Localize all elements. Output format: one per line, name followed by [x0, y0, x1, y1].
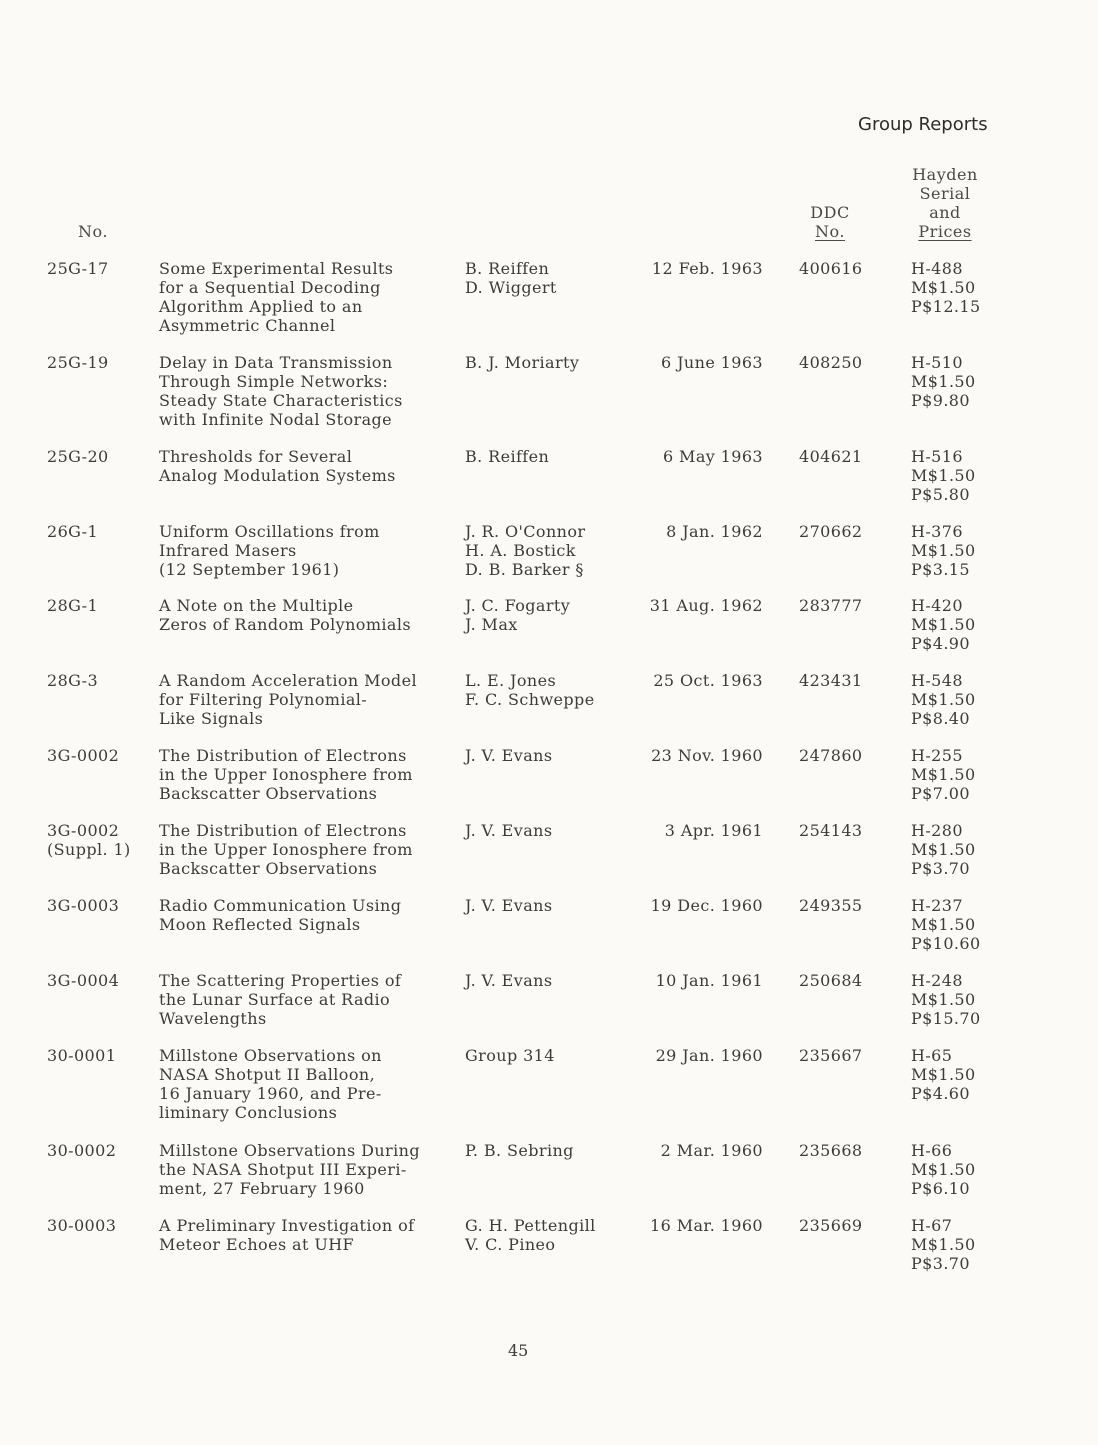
report-date: 8 Jan. 1962: [666, 522, 763, 541]
report-title: Uniform Oscillations from Infrared Masers (12 September 1961): [159, 522, 380, 579]
report-title: Some Experimental Results for a Sequential Decoding Algorithm Applied to an Asymmetric Channel: [159, 259, 394, 335]
report-date: 31 Aug. 1962: [649, 596, 763, 615]
ddc-number: 400616: [799, 259, 863, 278]
hayden-serial-prices: H-510 M$1.50 P$9.80: [911, 353, 976, 410]
report-authors: L. E. Jones F. C. Schweppe: [465, 671, 595, 709]
column-header-hayden: Hayden Serial and Prices: [912, 165, 978, 241]
report-number: 3G-0002 (Suppl. 1): [47, 821, 131, 859]
report-date: 10 Jan. 1961: [655, 971, 763, 990]
report-title: Thresholds for Several Analog Modulation Systems: [159, 447, 396, 485]
report-authors: B. Reiffen: [465, 447, 550, 466]
report-authors: J. R. O'Connor H. A. Bostick D. B. Barker §: [465, 522, 586, 579]
report-authors: B. Reiffen D. Wiggert: [465, 259, 557, 297]
report-number: 3G-0004: [47, 971, 120, 990]
report-date: 29 Jan. 1960: [655, 1046, 763, 1065]
hayden-serial-prices: H-67 M$1.50 P$3.70: [911, 1216, 976, 1273]
ddc-number: 247860: [799, 746, 863, 765]
hayden-serial-prices: H-548 M$1.50 P$8.40: [911, 671, 976, 728]
report-title: The Distribution of Electrons in the Upper Ionosphere from Backscatter Observations: [159, 821, 413, 878]
report-authors: B. J. Moriarty: [465, 353, 580, 372]
report-authors: J. V. Evans: [465, 896, 553, 915]
report-date: 16 Mar. 1960: [650, 1216, 763, 1235]
report-title: The Distribution of Electrons in the Upper Ionosphere from Backscatter Observations: [159, 746, 413, 803]
report-authors: J. V. Evans: [465, 746, 553, 765]
report-title: Millstone Observations on NASA Shotput II Balloon, 16 January 1960, and Pre- liminary Conclusions: [159, 1046, 382, 1122]
ddc-number: 404621: [799, 447, 863, 466]
report-date: 25 Oct. 1963: [653, 671, 763, 690]
report-title: Delay in Data Transmission Through Simple Networks: Steady State Characteristics with Infinite Nodal Storage: [159, 353, 403, 429]
report-number: 28G-3: [47, 671, 99, 690]
page-header: Group Reports: [858, 114, 988, 135]
hayden-serial-prices: H-255 M$1.50 P$7.00: [911, 746, 976, 803]
page-number: 45: [508, 1341, 529, 1360]
report-number: 28G-1: [47, 596, 99, 615]
report-number: 25G-19: [47, 353, 109, 372]
ddc-number: 408250: [799, 353, 863, 372]
column-header-ddc: DDC No.: [810, 203, 850, 241]
report-title: A Preliminary Investigation of Meteor Echoes at UHF: [159, 1216, 415, 1254]
report-authors: G. H. Pettengill V. C. Pineo: [465, 1216, 596, 1254]
report-title: A Random Acceleration Model for Filtering Polynomial- Like Signals: [159, 671, 417, 728]
ddc-number: 270662: [799, 522, 863, 541]
report-number: 30-0002: [47, 1141, 117, 1160]
hayden-serial-prices: H-376 M$1.50 P$3.15: [911, 522, 976, 579]
hayden-serial-prices: H-516 M$1.50 P$5.80: [911, 447, 976, 504]
ddc-number: 235669: [799, 1216, 863, 1235]
report-authors: P. B. Sebring: [465, 1141, 574, 1160]
ddc-number: 235668: [799, 1141, 863, 1160]
report-number: 25G-17: [47, 259, 109, 278]
report-authors: J. V. Evans: [465, 971, 553, 990]
ddc-number: 254143: [799, 821, 863, 840]
report-date: 6 June 1963: [661, 353, 763, 372]
report-title: The Scattering Properties of the Lunar Surface at Radio Wavelengths: [159, 971, 402, 1028]
column-header-no: No.: [78, 222, 108, 241]
report-date: 23 Nov. 1960: [651, 746, 763, 765]
hayden-serial-prices: H-420 M$1.50 P$4.90: [911, 596, 976, 653]
ddc-number: 250684: [799, 971, 863, 990]
report-date: 3 Apr. 1961: [664, 821, 763, 840]
report-number: 30-0001: [47, 1046, 117, 1065]
report-number: 26G-1: [47, 522, 99, 541]
ddc-number: 235667: [799, 1046, 863, 1065]
report-title: Millstone Observations During the NASA Shotput III Experi- ment, 27 February 1960: [159, 1141, 420, 1198]
hayden-serial-prices: H-237 M$1.50 P$10.60: [911, 896, 981, 953]
report-number: 25G-20: [47, 447, 109, 466]
ddc-number: 283777: [799, 596, 863, 615]
hayden-serial-prices: H-488 M$1.50 P$12.15: [911, 259, 981, 316]
report-authors: J. C. Fogarty J. Max: [465, 596, 571, 634]
report-number: 3G-0003: [47, 896, 120, 915]
report-number: 30-0003: [47, 1216, 117, 1235]
ddc-number: 423431: [799, 671, 863, 690]
report-date: 2 Mar. 1960: [660, 1141, 763, 1160]
report-title: Radio Communication Using Moon Reflected Signals: [159, 896, 402, 934]
report-date: 19 Dec. 1960: [650, 896, 763, 915]
hayden-serial-prices: H-66 M$1.50 P$6.10: [911, 1141, 976, 1198]
ddc-number: 249355: [799, 896, 863, 915]
report-date: 6 May 1963: [662, 447, 763, 466]
report-title: A Note on the Multiple Zeros of Random Polynomials: [159, 596, 411, 634]
report-number: 3G-0002: [47, 746, 120, 765]
hayden-serial-prices: H-280 M$1.50 P$3.70: [911, 821, 976, 878]
hayden-serial-prices: H-65 M$1.50 P$4.60: [911, 1046, 976, 1103]
report-date: 12 Feb. 1963: [651, 259, 763, 278]
report-authors: Group 314: [465, 1046, 555, 1065]
report-authors: J. V. Evans: [465, 821, 553, 840]
hayden-serial-prices: H-248 M$1.50 P$15.70: [911, 971, 981, 1028]
